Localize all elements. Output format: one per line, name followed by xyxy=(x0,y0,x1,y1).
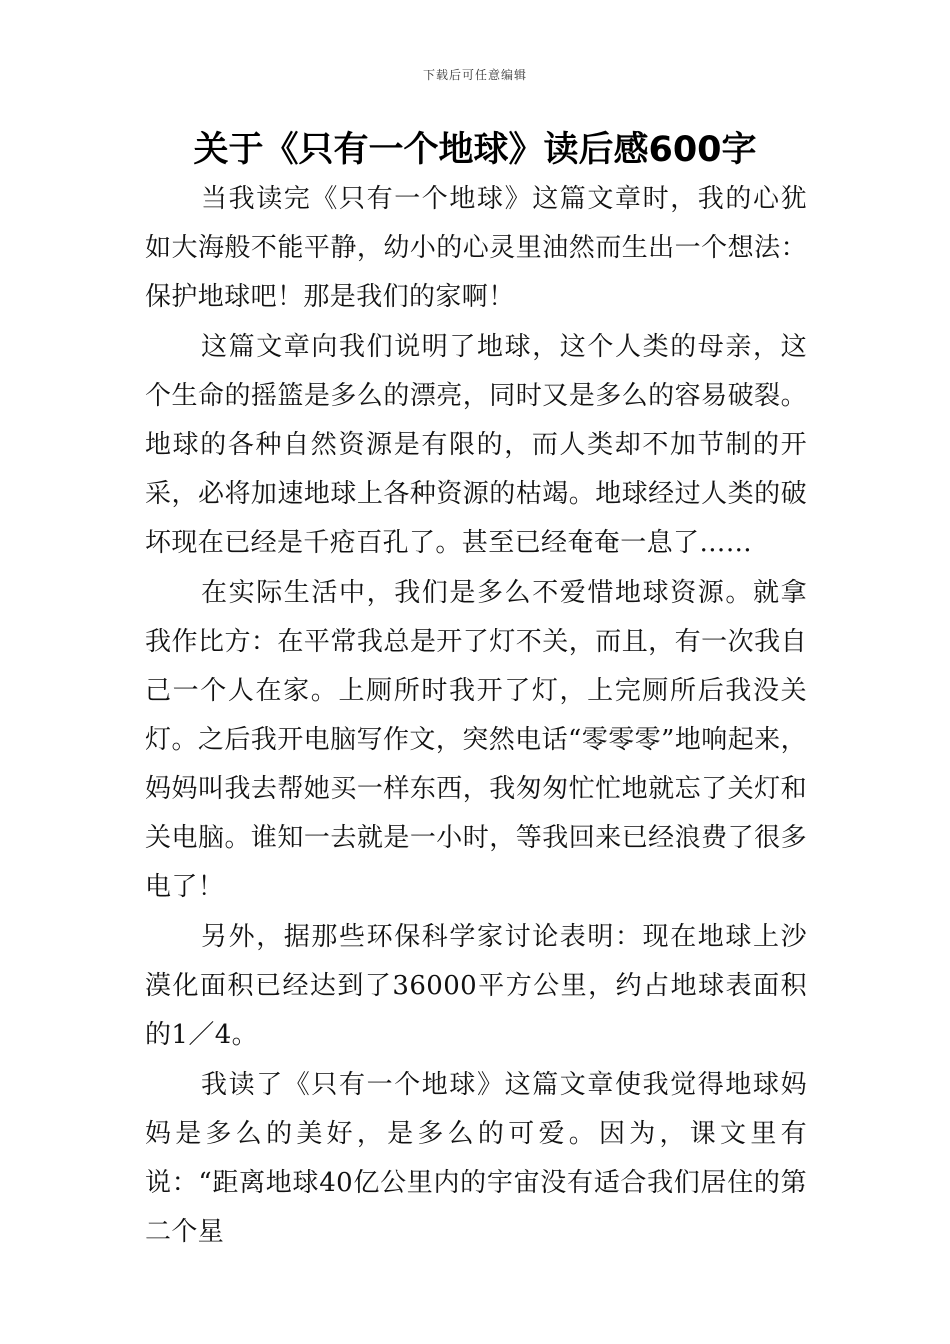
paragraph-1: 当我读完《只有一个地球》这篇文章时，我的心犹如大海般不能平静，幼小的心灵里油然而生出一个想法：保护地球吧！那是我们的家啊！ xyxy=(145,184,807,312)
paragraph-5: 我读了《只有一个地球》这篇文章使我觉得地球妈妈是多么的美好，是多么的可爱。因为，课文里有说：“距离地球40亿公里内的宇宙没有适合我们居住的第二个星 xyxy=(145,1070,807,1247)
header-note: 下载后可任意编辑 xyxy=(422,68,527,82)
paragraph-4: 另外，据那些环保科学家讨论表明：现在地球上沙漠化面积已经达到了36000平方公里，约占地球表面积的1／4。 xyxy=(145,922,807,1050)
document-body xyxy=(145,175,807,1258)
document-title: 关于《只有一个地球》读后感600字 xyxy=(193,130,757,170)
paragraph-2: 这篇文章向我们说明了地球，这个人类的母亲，这个生命的摇篮是多么的漂亮，同时又是多么的容易破裂。地球的各种自然资源是有限的，而人类却不加节制的开采，必将加速地球上各种资源的枯竭。地球经过人类的破坏现在已经是千疮百孔了。甚至已经奄奄一息了…… xyxy=(145,332,807,558)
paragraph-3: 在实际生活中，我们是多么不爱惜地球资源。就拿我作比方：在平常我总是开了灯不关，而且，有一次我自己一个人在家。上厕所时我开了灯，上完厕所后我没关灯。之后我开电脑写作文，突然电话“零零零”地响起来，妈妈叫我去帮她买一样东西，我匆匆忙忙地就忘了关灯和关电脑。谁知一去就是一小时，等我回来已经浪费了很多电了！ xyxy=(145,578,807,902)
